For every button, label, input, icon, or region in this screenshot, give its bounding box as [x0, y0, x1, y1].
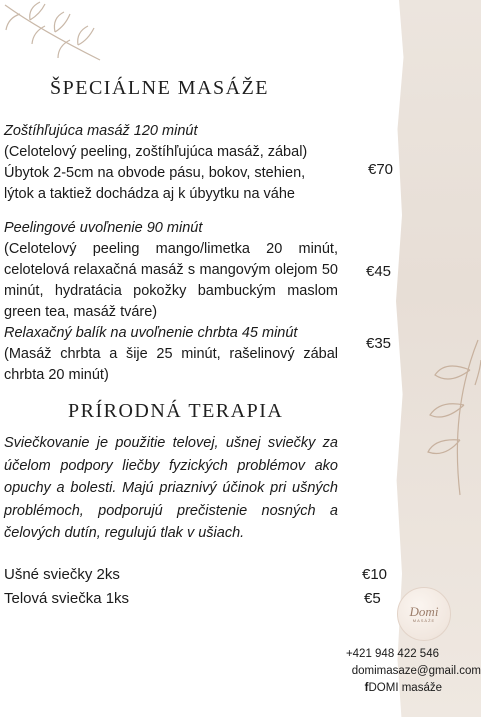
contact-phone[interactable]: +421 948 422 546	[345, 648, 439, 660]
service-description: (Celotelový peeling, zoštíhľujúca masáž, zábal) Úbytok 2-5cm na obvode pásu, bokov, stehien, lýtok a taktiež dochádza aj k úbyytku na váhe	[4, 144, 308, 202]
service-price: €35	[366, 335, 392, 352]
logo-subtitle: MASÁŽE	[412, 618, 436, 623]
logo-brand: Domi	[409, 604, 439, 619]
service-price: €45	[366, 263, 392, 280]
service-description: (Masáž chrbta a šije 25 minút, rašelinový zábal chrbta 20 minút)	[4, 346, 338, 383]
domi-logo	[397, 587, 451, 641]
candle-item-body: Telová sviečka 1ks	[4, 590, 130, 607]
service-item-slimming	[4, 121, 338, 205]
service-price: €70	[368, 161, 394, 178]
contact-email[interactable]: domimasaze@gmail.com	[351, 665, 481, 677]
candle-price-ear: €10	[362, 566, 388, 583]
description-text: Sviečkovanie je použitie telovej, ušnej sviečky za účelom podpory liečby fyzických problémov ako opuchy a bolesti. Majú priaznivý účinok pri ušných problémoch, podporujú prečistenie nosných a čelových dutín, regulujú tlak v ušiach.	[4, 435, 338, 541]
special-massages-title: ŠPECIÁLNE MASÁŽE	[50, 77, 270, 99]
top-leaf-branch-decoration	[0, 0, 110, 80]
right-leaf-branch-decoration	[420, 330, 481, 500]
service-description: (Celotelový peeling mango/limetka 20 minút, celotelová relaxačná masáž s mangovým olejom 50 minút, hydratácia pokožky bambuckým maslom green tea, masáž tváre)	[4, 241, 338, 320]
service-name: Relaxačný balík na uvoľnenie chrbta 45 minút	[4, 325, 298, 341]
contact-facebook[interactable]	[365, 682, 442, 694]
natural-therapy-title: PRÍRODNÁ TERAPIA	[68, 400, 284, 422]
service-item-back-relax	[4, 323, 338, 386]
facebook-label: DOMI masáže	[368, 682, 442, 694]
candle-item-ear: Ušné sviečky 2ks	[4, 566, 120, 583]
service-name: Peelingové uvoľnenie 90 minút	[4, 220, 203, 236]
facebook-icon: f	[364, 682, 369, 694]
service-item-peeling	[4, 218, 338, 323]
natural-therapy-description	[4, 432, 338, 545]
candle-price-body: €5	[364, 590, 381, 607]
service-name: Zoštíhľujúca masáž 120 minút	[4, 123, 198, 139]
